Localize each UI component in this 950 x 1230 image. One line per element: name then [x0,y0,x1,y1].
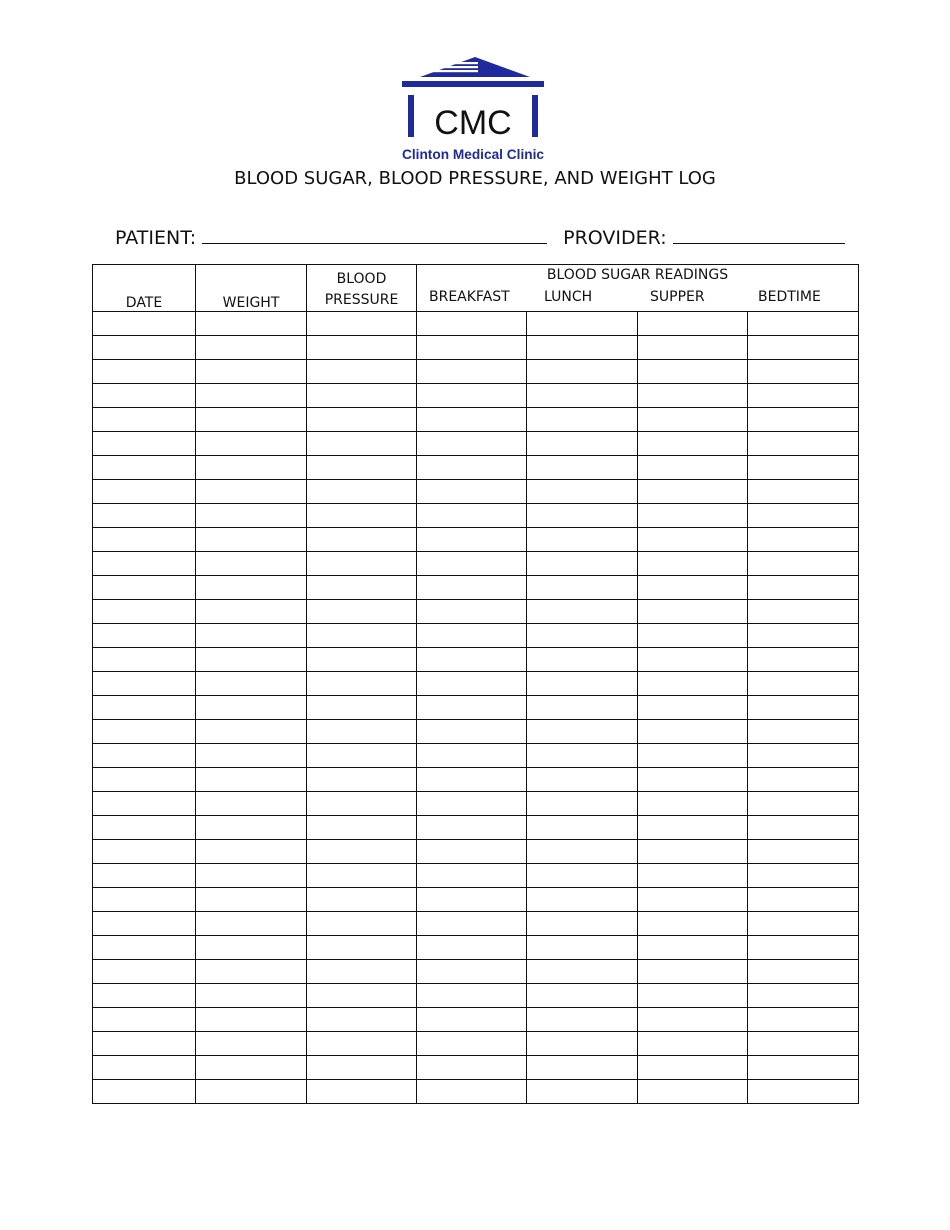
cell-bedtime[interactable] [748,576,859,600]
cell-lunch[interactable] [527,936,638,960]
cell-bedtime[interactable] [748,720,859,744]
log-table [92,264,859,1104]
cell-bedtime[interactable] [748,456,859,480]
cell-lunch[interactable] [527,960,638,984]
cell-supper[interactable] [638,864,748,888]
cell-weight[interactable] [196,936,307,960]
table-row [93,696,859,720]
cell-bedtime[interactable] [748,408,859,432]
header-bedtime: BEDTIME [758,289,821,305]
cell-date[interactable] [93,744,196,768]
cell-weight[interactable] [196,1080,307,1104]
cell-bedtime[interactable] [748,528,859,552]
cell-breakfast[interactable] [417,840,527,864]
cell-weight[interactable] [196,1008,307,1032]
cell-lunch[interactable] [527,1080,638,1104]
cell-date[interactable] [93,456,196,480]
cell-supper[interactable] [638,840,748,864]
cell-bedtime[interactable] [748,1008,859,1032]
cell-blood-pressure[interactable] [307,408,417,432]
cell-supper[interactable] [638,768,748,792]
cell-weight[interactable] [196,1056,307,1080]
cell-breakfast[interactable] [417,336,527,360]
cell-bedtime[interactable] [748,624,859,648]
cell-blood-pressure[interactable] [307,696,417,720]
cell-blood-pressure[interactable] [307,504,417,528]
cell-breakfast[interactable] [417,504,527,528]
cell-weight[interactable] [196,1032,307,1056]
cell-lunch[interactable] [527,720,638,744]
cell-bedtime[interactable] [748,816,859,840]
cell-weight[interactable] [196,312,307,336]
cell-supper[interactable] [638,1056,748,1080]
cell-supper[interactable] [638,336,748,360]
table-row [93,912,859,936]
cell-blood-pressure[interactable] [307,480,417,504]
cell-weight[interactable] [196,840,307,864]
provider-input-line[interactable] [673,225,845,244]
cell-date[interactable] [93,504,196,528]
table-row [93,648,859,672]
clinic-name: Clinton Medical Clinic [402,146,545,162]
cell-lunch[interactable] [527,888,638,912]
cell-date[interactable] [93,336,196,360]
header-bp-line1: BLOOD [336,271,387,287]
cell-breakfast[interactable] [417,480,527,504]
cell-breakfast[interactable] [417,672,527,696]
cell-lunch[interactable] [527,552,638,576]
cell-blood-pressure[interactable] [307,912,417,936]
cell-weight[interactable] [196,504,307,528]
header-date: DATE [93,265,196,312]
cell-weight[interactable] [196,408,307,432]
clinic-logo [400,55,550,165]
cell-bedtime[interactable] [748,360,859,384]
cell-blood-pressure[interactable] [307,864,417,888]
cell-supper[interactable] [638,528,748,552]
cell-blood-pressure[interactable] [307,768,417,792]
cell-lunch[interactable] [527,816,638,840]
cell-date[interactable] [93,1032,196,1056]
cell-date[interactable] [93,912,196,936]
cell-weight[interactable] [196,384,307,408]
cell-breakfast[interactable] [417,552,527,576]
table-row [93,1080,859,1104]
cell-bedtime[interactable] [748,480,859,504]
header-bp-line2: PRESSURE [324,292,399,308]
cell-bedtime[interactable] [748,1032,859,1056]
cell-supper[interactable] [638,360,748,384]
cell-lunch[interactable] [527,792,638,816]
table-row [93,624,859,648]
cell-breakfast[interactable] [417,528,527,552]
cell-supper[interactable] [638,888,748,912]
cell-weight[interactable] [196,600,307,624]
header-weight: WEIGHT [196,265,307,312]
cell-breakfast[interactable] [417,792,527,816]
header-blood-sugar-group [417,265,859,312]
cell-date[interactable] [93,672,196,696]
cell-supper[interactable] [638,672,748,696]
table-row [93,720,859,744]
cell-breakfast[interactable] [417,744,527,768]
cell-supper[interactable] [638,1032,748,1056]
cell-supper[interactable] [638,936,748,960]
cell-breakfast[interactable] [417,696,527,720]
cell-blood-pressure[interactable] [307,360,417,384]
table-row [93,1032,859,1056]
cell-bedtime[interactable] [748,432,859,456]
cell-date[interactable] [93,1080,196,1104]
cell-lunch[interactable] [527,696,638,720]
cell-blood-pressure[interactable] [307,456,417,480]
logo-abbr: CMC [434,104,512,142]
cell-blood-pressure[interactable] [307,528,417,552]
table-row [93,672,859,696]
provider-field[interactable] [563,225,845,249]
cell-lunch[interactable] [527,432,638,456]
cell-date[interactable] [93,984,196,1008]
cell-weight[interactable] [196,696,307,720]
cell-bedtime[interactable] [748,504,859,528]
patient-field[interactable] [115,225,547,249]
cell-breakfast[interactable] [417,312,527,336]
table-row [93,360,859,384]
cell-date[interactable] [93,384,196,408]
cell-lunch[interactable] [527,1032,638,1056]
cell-lunch[interactable] [527,384,638,408]
cell-bedtime[interactable] [748,1056,859,1080]
cell-blood-pressure[interactable] [307,384,417,408]
table-row [93,432,859,456]
cell-lunch[interactable] [527,528,638,552]
cell-blood-pressure[interactable] [307,936,417,960]
cell-supper[interactable] [638,816,748,840]
table-row [93,600,859,624]
cell-weight[interactable] [196,672,307,696]
cell-bedtime[interactable] [748,768,859,792]
cell-lunch[interactable] [527,912,638,936]
cell-date[interactable] [93,408,196,432]
cell-blood-pressure[interactable] [307,984,417,1008]
cell-blood-pressure[interactable] [307,552,417,576]
cell-breakfast[interactable] [417,936,527,960]
cell-weight[interactable] [196,360,307,384]
cell-supper[interactable] [638,552,748,576]
header-blood-sugar-title: BLOOD SUGAR READINGS [546,267,729,283]
cell-supper[interactable] [638,960,748,984]
cell-supper[interactable] [638,432,748,456]
cell-weight[interactable] [196,792,307,816]
cell-bedtime[interactable] [748,792,859,816]
cell-bedtime[interactable] [748,960,859,984]
cell-supper[interactable] [638,696,748,720]
header-supper: SUPPER [650,289,705,305]
header-blood-pressure [307,265,417,312]
cell-date[interactable] [93,528,196,552]
form-title: BLOOD SUGAR, BLOOD PRESSURE, AND WEIGHT LOG [234,168,716,189]
cell-lunch[interactable] [527,624,638,648]
cell-lunch[interactable] [527,672,638,696]
cell-supper[interactable] [638,792,748,816]
table-row [93,480,859,504]
patient-provider-fields [115,225,875,249]
header-breakfast: BREAKFAST [429,289,510,305]
patient-label: PATIENT: [115,227,197,249]
cell-bedtime[interactable] [748,696,859,720]
table-row [93,960,859,984]
cell-weight[interactable] [196,720,307,744]
cell-blood-pressure[interactable] [307,432,417,456]
cell-lunch[interactable] [527,480,638,504]
cell-breakfast[interactable] [417,816,527,840]
table-row [93,408,859,432]
cell-breakfast[interactable] [417,384,527,408]
roof-stripes [416,62,478,72]
cell-bedtime[interactable] [748,384,859,408]
table-row [93,456,859,480]
cell-lunch[interactable] [527,864,638,888]
cell-bedtime[interactable] [748,936,859,960]
cell-weight[interactable] [196,480,307,504]
cell-bedtime[interactable] [748,336,859,360]
cell-breakfast[interactable] [417,1008,527,1032]
cell-date[interactable] [93,864,196,888]
cell-date[interactable] [93,888,196,912]
table-row [93,840,859,864]
table-row [93,984,859,1008]
cell-lunch[interactable] [527,336,638,360]
cell-supper[interactable] [638,912,748,936]
cell-blood-pressure[interactable] [307,888,417,912]
cell-weight[interactable] [196,960,307,984]
cell-bedtime[interactable] [748,672,859,696]
cell-breakfast[interactable] [417,600,527,624]
cell-lunch[interactable] [527,504,638,528]
cell-breakfast[interactable] [417,360,527,384]
cell-bedtime[interactable] [748,744,859,768]
table-row [93,312,859,336]
cell-breakfast[interactable] [417,1080,527,1104]
cell-lunch[interactable] [527,576,638,600]
cell-date[interactable] [93,936,196,960]
cell-breakfast[interactable] [417,984,527,1008]
cell-blood-pressure[interactable] [307,336,417,360]
log-table-body [93,312,859,1104]
table-row [93,888,859,912]
cell-bedtime[interactable] [748,1080,859,1104]
cell-lunch[interactable] [527,1056,638,1080]
cell-date[interactable] [93,360,196,384]
cell-date[interactable] [93,312,196,336]
cell-weight[interactable] [196,552,307,576]
cell-blood-pressure[interactable] [307,720,417,744]
cell-lunch[interactable] [527,408,638,432]
cell-date[interactable] [93,840,196,864]
cell-weight[interactable] [196,768,307,792]
cell-blood-pressure[interactable] [307,816,417,840]
table-row [93,1008,859,1032]
table-row [93,864,859,888]
table-row [93,744,859,768]
cell-date[interactable] [93,576,196,600]
cell-date[interactable] [93,624,196,648]
cell-supper[interactable] [638,504,748,528]
cell-blood-pressure[interactable] [307,744,417,768]
cell-breakfast[interactable] [417,888,527,912]
cell-supper[interactable] [638,384,748,408]
cell-breakfast[interactable] [417,456,527,480]
cell-blood-pressure[interactable] [307,1056,417,1080]
cell-weight[interactable] [196,528,307,552]
cell-weight[interactable] [196,864,307,888]
cell-supper[interactable] [638,648,748,672]
cell-date[interactable] [93,648,196,672]
cell-blood-pressure[interactable] [307,576,417,600]
table-row [93,1056,859,1080]
cell-blood-pressure[interactable] [307,600,417,624]
cell-weight[interactable] [196,888,307,912]
cell-lunch[interactable] [527,768,638,792]
cell-weight[interactable] [196,984,307,1008]
cell-bedtime[interactable] [748,888,859,912]
table-row [93,816,859,840]
cell-date[interactable] [93,600,196,624]
table-row [93,576,859,600]
cell-blood-pressure[interactable] [307,624,417,648]
cell-bedtime[interactable] [748,864,859,888]
cell-supper[interactable] [638,984,748,1008]
cell-breakfast[interactable] [417,1056,527,1080]
cell-date[interactable] [93,1008,196,1032]
cell-date[interactable] [93,696,196,720]
cell-supper[interactable] [638,408,748,432]
cell-weight[interactable] [196,576,307,600]
cell-bedtime[interactable] [748,912,859,936]
cell-weight[interactable] [196,744,307,768]
cell-lunch[interactable] [527,744,638,768]
cell-breakfast[interactable] [417,1032,527,1056]
cell-breakfast[interactable] [417,648,527,672]
cell-blood-pressure[interactable] [307,1032,417,1056]
cell-bedtime[interactable] [748,552,859,576]
cell-blood-pressure[interactable] [307,1080,417,1104]
cell-date[interactable] [93,1056,196,1080]
cell-breakfast[interactable] [417,408,527,432]
cell-breakfast[interactable] [417,432,527,456]
cell-lunch[interactable] [527,360,638,384]
cell-blood-pressure[interactable] [307,792,417,816]
table-row [93,552,859,576]
table-row [93,768,859,792]
cell-lunch[interactable] [527,648,638,672]
cell-breakfast[interactable] [417,960,527,984]
cell-weight[interactable] [196,432,307,456]
cell-date[interactable] [93,768,196,792]
cell-bedtime[interactable] [748,600,859,624]
cell-supper[interactable] [638,1008,748,1032]
cell-blood-pressure[interactable] [307,840,417,864]
header-lunch: LUNCH [544,289,593,305]
cell-blood-pressure[interactable] [307,672,417,696]
cell-weight[interactable] [196,624,307,648]
cell-date[interactable] [93,552,196,576]
cell-breakfast[interactable] [417,624,527,648]
table-row [93,504,859,528]
cell-lunch[interactable] [527,1008,638,1032]
cell-weight[interactable] [196,336,307,360]
table-row [93,936,859,960]
cell-lunch[interactable] [527,984,638,1008]
cell-breakfast[interactable] [417,720,527,744]
cell-date[interactable] [93,720,196,744]
cell-blood-pressure[interactable] [307,648,417,672]
cell-weight[interactable] [196,816,307,840]
cell-bedtime[interactable] [748,648,859,672]
table-row [93,528,859,552]
provider-label: PROVIDER: [563,227,667,249]
cell-weight[interactable] [196,648,307,672]
cell-bedtime[interactable] [748,840,859,864]
table-row [93,336,859,360]
cell-date[interactable] [93,432,196,456]
cell-date[interactable] [93,960,196,984]
cell-date[interactable] [93,792,196,816]
cell-lunch[interactable] [527,600,638,624]
table-row [93,384,859,408]
cell-blood-pressure[interactable] [307,1008,417,1032]
cell-blood-pressure[interactable] [307,960,417,984]
header-row [93,265,859,312]
cell-blood-pressure[interactable] [307,312,417,336]
cell-date[interactable] [93,816,196,840]
cell-supper[interactable] [638,600,748,624]
cell-breakfast[interactable] [417,864,527,888]
cell-date[interactable] [93,480,196,504]
cell-bedtime[interactable] [748,312,859,336]
cell-supper[interactable] [638,576,748,600]
cell-supper[interactable] [638,720,748,744]
table-row [93,792,859,816]
cell-lunch[interactable] [527,456,638,480]
cell-supper[interactable] [638,312,748,336]
cell-breakfast[interactable] [417,576,527,600]
cell-breakfast[interactable] [417,912,527,936]
cell-weight[interactable] [196,912,307,936]
cell-lunch[interactable] [527,312,638,336]
cell-bedtime[interactable] [748,984,859,1008]
cell-weight[interactable] [196,456,307,480]
cell-supper[interactable] [638,480,748,504]
cell-supper[interactable] [638,624,748,648]
cell-supper[interactable] [638,1080,748,1104]
cell-supper[interactable] [638,744,748,768]
patient-input-line[interactable] [202,225,547,244]
cell-supper[interactable] [638,456,748,480]
cell-breakfast[interactable] [417,768,527,792]
cell-lunch[interactable] [527,840,638,864]
